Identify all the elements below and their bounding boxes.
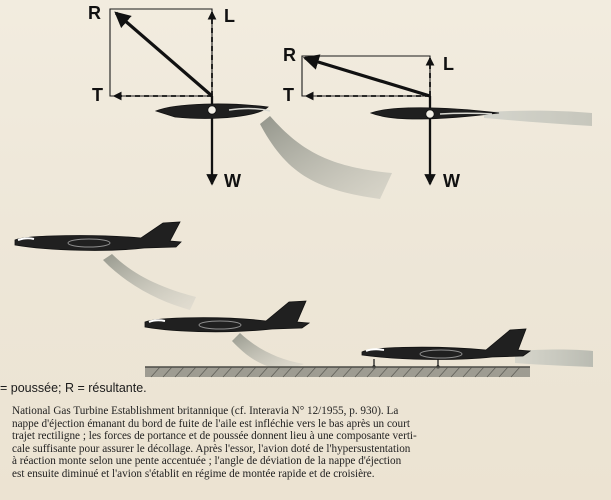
aircraft-takeoff-sequence bbox=[15, 222, 593, 377]
left-resultant-label: R bbox=[88, 3, 101, 23]
runway-base bbox=[145, 367, 530, 377]
runway-surface bbox=[145, 367, 530, 377]
left-thrust-label: T bbox=[92, 85, 103, 105]
right-weight-label: W bbox=[443, 171, 460, 191]
jet-plume-climb-1 bbox=[103, 254, 196, 310]
right-resultant-arrow bbox=[305, 58, 430, 96]
left-resultant-arrow bbox=[116, 13, 212, 96]
jet-plume-climb-2 bbox=[232, 333, 304, 371]
right-horizontal-jet-sheet bbox=[484, 111, 592, 126]
figure-caption bbox=[12, 405, 597, 481]
aircraft-climb-2 bbox=[145, 301, 309, 371]
right-resultant-label: R bbox=[283, 45, 296, 65]
left-force-diagram bbox=[88, 3, 392, 199]
aircraft-ground-roll bbox=[362, 329, 593, 369]
caption-line-2: nappe d'éjection émanant du bord de fuite de l'aile est infléchie vers le bas après un court bbox=[12, 417, 410, 430]
left-lift-label: L bbox=[224, 6, 235, 26]
left-weight-label: W bbox=[224, 171, 241, 191]
caption-line-3: trajet rectiligne ; les forces de portance et de poussée donnent lieu à une composante verti- bbox=[12, 430, 417, 443]
caption-line-4: cale suffisante pour assurer le décollage. Après l'essor, l'avion doté de l'hypersustentation bbox=[12, 442, 411, 455]
figure-legend: = poussée; R = résultante. bbox=[0, 381, 147, 395]
left-center-of-pressure bbox=[208, 106, 216, 114]
right-wing-highlight bbox=[440, 113, 492, 114]
right-thrust-label: T bbox=[283, 85, 294, 105]
right-lift-label: L bbox=[443, 54, 454, 74]
aircraft-silhouette-3 bbox=[362, 329, 530, 359]
caption-line-1: National Gas Turbine Establishment britannique (cf. Interavia N° 12/1955, p. 930). La bbox=[12, 405, 399, 417]
caption-line-5: à réaction monte selon une pente accentuée ; l'angle de déviation de la nappe d'éjection bbox=[12, 455, 402, 468]
right-center-of-pressure bbox=[426, 110, 434, 118]
caption-line-6: est ensuite diminué et l'avion s'établit en régime de montée rapide et de croisière. bbox=[12, 467, 375, 480]
left-downward-jet-sheet bbox=[260, 116, 392, 199]
aircraft-silhouette-2 bbox=[145, 301, 309, 332]
aircraft-climb-1 bbox=[15, 222, 196, 310]
